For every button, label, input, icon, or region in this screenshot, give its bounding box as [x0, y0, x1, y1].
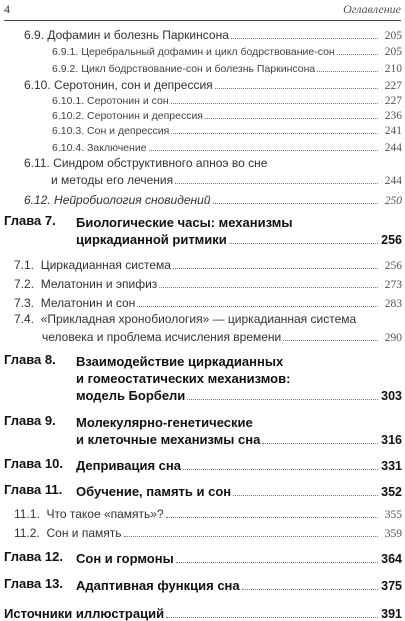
leader-dots — [231, 37, 378, 39]
page-ref: 273 — [384, 279, 402, 291]
leader-dots — [166, 616, 378, 618]
toc-chapter-11[interactable]: Глава 11. Обучение, память и сон 352 — [4, 482, 402, 499]
toc-entry-6-11-cont[interactable]: и методы его лечения 244 — [51, 173, 402, 187]
chapter-label: Глава 8. — [4, 352, 56, 367]
toc-entry-11-1[interactable]: 11.1. Что такое «память»? 355 — [14, 507, 402, 521]
leader-dots — [183, 468, 378, 470]
toc-entry-6-10-2[interactable]: 6.10.2. Серотонин и депрессия 236 — [52, 110, 402, 122]
toc-entry-7-4-cont[interactable]: человека и проблема исчисления времени 290 — [42, 330, 402, 344]
chapter-label: Глава 9. — [4, 413, 56, 428]
page-ref: 375 — [381, 579, 402, 593]
leader-dots — [137, 305, 378, 307]
toc-entry-11-2[interactable]: 11.2. Сон и память 359 — [14, 526, 402, 540]
leader-dots — [166, 516, 378, 518]
page-ref: 227 — [384, 80, 402, 92]
page-ref: 283 — [384, 298, 402, 310]
leader-dots — [337, 53, 378, 55]
leader-dots — [171, 102, 378, 104]
toc-entry-6-9-2[interactable]: 6.9.2. Цикл бодрствование-сон и болезнь Паркинсона 210 — [52, 63, 402, 75]
leader-dots — [229, 242, 378, 244]
toc-entry-6-11[interactable]: 6.11. Синдром обструктивного апноэ во сне — [24, 156, 268, 170]
leader-dots — [233, 494, 378, 496]
page-ref: 244 — [384, 142, 402, 154]
chapter-label: Глава 7. — [4, 213, 56, 228]
page-header — [4, 0, 401, 21]
leader-dots — [213, 202, 379, 204]
leader-dots — [124, 535, 379, 537]
leader-dots — [159, 286, 378, 288]
toc-entry-6-9-1[interactable]: 6.9.1. Церебральный дофамин и цикл бодрствование-сон 205 — [52, 46, 402, 58]
page-ref: 290 — [384, 332, 402, 344]
toc-entry-7-1[interactable]: 7.1. Циркадианная система 256 — [14, 258, 402, 272]
toc-chapter-7[interactable]: Глава 7. Биологические часы: механизмы циркадианной ритмики 256 — [4, 213, 402, 247]
page-ref: 364 — [381, 552, 402, 566]
leader-dots — [149, 149, 378, 151]
toc-entry-6-10-3[interactable]: 6.10.3. Сон и депрессия 241 — [52, 125, 402, 137]
leader-dots — [262, 442, 378, 444]
page-ref: 331 — [381, 459, 402, 473]
page-ref: 355 — [384, 509, 402, 521]
chapter-label: Глава 13. — [4, 576, 63, 591]
leader-dots — [242, 588, 378, 590]
toc-entry-6-10-1[interactable]: 6.10.1. Серотонин и сон 227 — [52, 95, 402, 107]
toc-entry-sources[interactable]: Источники иллюстраций 391 — [4, 606, 402, 621]
toc-chapter-10[interactable]: Глава 10. Депривация сна 331 — [4, 456, 402, 473]
page-ref: 256 — [384, 260, 402, 272]
page-ref: 241 — [384, 125, 402, 137]
page-ref: 250 — [384, 195, 402, 207]
page-ref: 352 — [381, 485, 402, 499]
page-ref: 359 — [384, 528, 402, 540]
toc-chapter-12[interactable]: Глава 12. Сон и гормоны 364 — [4, 549, 402, 566]
page-ref: 256 — [381, 233, 402, 247]
leader-dots — [317, 70, 378, 72]
toc-entry-7-4[interactable]: 7.4. «Прикладная хронобиология» — циркадианная система — [14, 312, 357, 326]
page-ref: 316 — [381, 433, 402, 447]
page-ref: 205 — [384, 30, 402, 42]
chapter-label: Глава 10. — [4, 456, 63, 471]
page-ref: 227 — [384, 95, 402, 107]
leader-dots — [187, 398, 378, 400]
chapter-label: Глава 11. — [4, 482, 63, 497]
leader-dots — [176, 561, 378, 563]
leader-dots — [283, 339, 378, 341]
page-ref: 303 — [381, 389, 402, 403]
leader-dots — [173, 267, 378, 269]
toc-entry-6-10-4[interactable]: 6.10.4. Заключение 244 — [52, 142, 402, 154]
page-ref: 244 — [384, 175, 402, 187]
toc-entry-7-3[interactable]: 7.3. Мелатонин и сон 283 — [14, 296, 402, 310]
toc-entry-6-9[interactable]: 6.9. Дофамин и болезнь Паркинсона 205 — [24, 28, 402, 42]
leader-dots — [171, 132, 378, 134]
page-number: 4 — [4, 2, 10, 16]
toc-chapter-8[interactable]: Глава 8. Взаимодействие циркадианных и гомеостатических механизмов: модель Борбели 303 — [4, 352, 402, 403]
running-head: Оглавление — [343, 2, 401, 16]
toc-entry-6-10[interactable]: 6.10. Серотонин, сон и депрессия 227 — [24, 78, 402, 92]
leader-dots — [205, 117, 378, 119]
chapter-label: Глава 12. — [4, 549, 63, 564]
leader-dots — [215, 87, 378, 89]
toc-chapter-9[interactable]: Глава 9. Молекулярно-генетические и клеточные механизмы сна 316 — [4, 413, 402, 447]
leader-dots — [175, 182, 378, 184]
page-ref: 205 — [384, 46, 402, 58]
toc-chapter-13[interactable]: Глава 13. Адаптивная функция сна 375 — [4, 576, 402, 593]
page-ref: 210 — [384, 63, 402, 75]
table-of-contents — [4, 25, 402, 621]
toc-entry-6-12[interactable]: 6.12. Нейробиология сновидений 250 — [24, 193, 402, 207]
toc-entry-7-2[interactable]: 7.2. Мелатонин и эпифиз 273 — [14, 277, 402, 291]
page-ref: 236 — [384, 110, 402, 122]
page-ref: 391 — [381, 607, 402, 621]
